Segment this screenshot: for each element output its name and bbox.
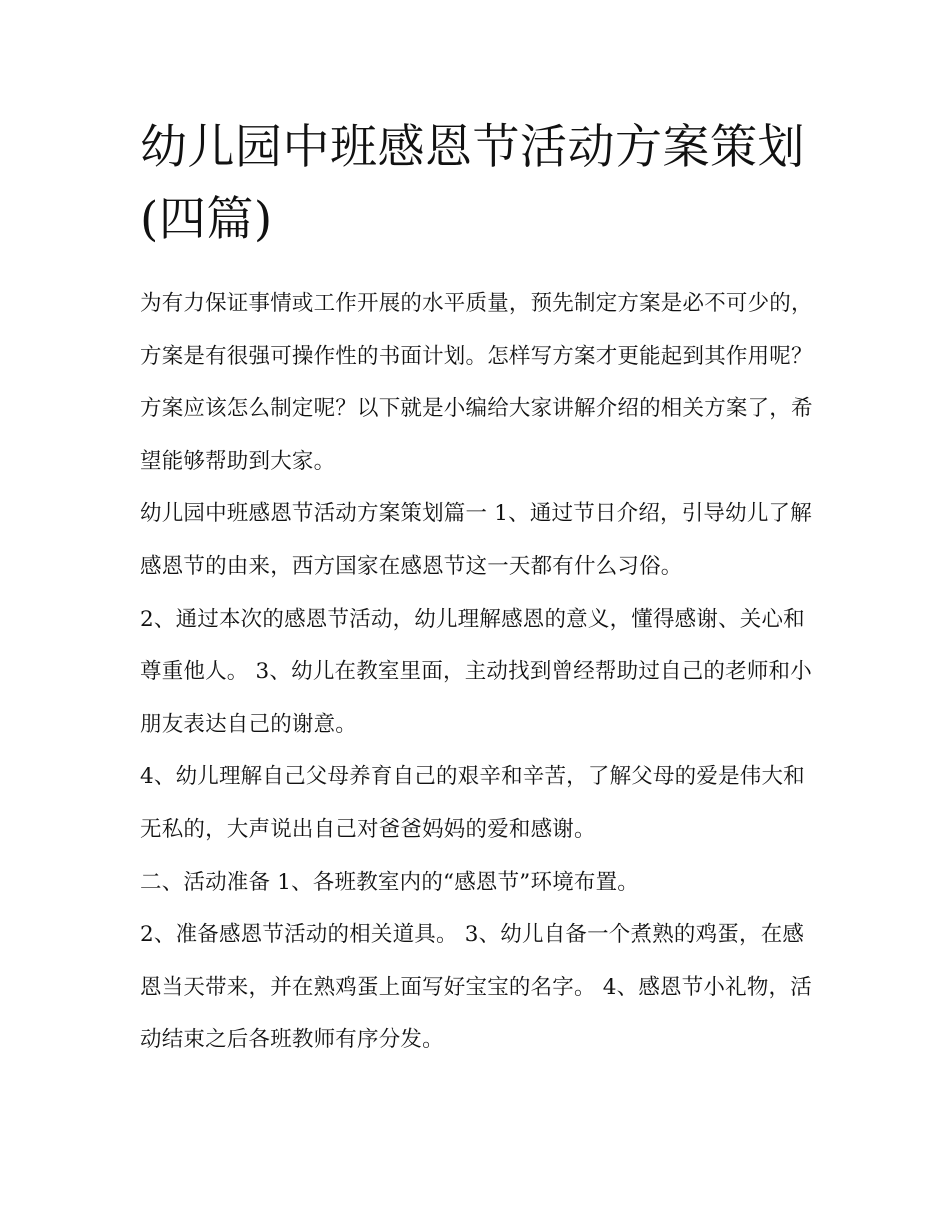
paragraph-intro: 为有力保证事情或工作开展的水平质量，预先制定方案是必不可少的，方案是有很强可操作性的书面计划。怎样写方案才更能起到其作用呢？方案应该怎么制定呢？以下就是小编给大家讲解介绍的相关方案了，希望能够帮助到大家。 [140, 291, 813, 474]
paragraph-goal-4: 4、幼儿理解自己父母养育自己的艰辛和辛苦，了解父母的爱是伟大和无私的，大声说出自己对爸爸妈妈的爱和感谢。 [140, 764, 805, 842]
document-title: 幼儿园中班感恩节活动方案策划(四篇) [140, 120, 805, 247]
paragraph-preparation-2-4: 2、准备感恩节活动的相关道具。 3、幼儿自备一个煮熟的鸡蛋，在感恩当天带来，并在熟鸡蛋上面写好宝宝的名字。 4、感恩节小礼物，活动结束之后各班教师有序分发。 [140, 922, 812, 1053]
paragraph-preparation-1: 二、活动准备 1、各班教室内的“感恩节”环境布置。 [140, 869, 639, 895]
paragraph-goal-2-3: 2、通过本次的感恩节活动，幼儿理解感恩的意义，懂得感谢、关心和尊重他人。 3、幼儿在教室里面，主动找到曾经帮助过自己的老师和小朋友表达自己的谢意。 [140, 606, 812, 737]
document-body [140, 278, 820, 1067]
document-content [140, 112, 820, 1067]
paragraph-goal-1: 幼儿园中班感恩节活动方案策划篇一 1、通过节日介绍，引导幼儿了解感恩节的由来，西方国家在感恩节这一天都有什么习俗。 [140, 501, 812, 579]
